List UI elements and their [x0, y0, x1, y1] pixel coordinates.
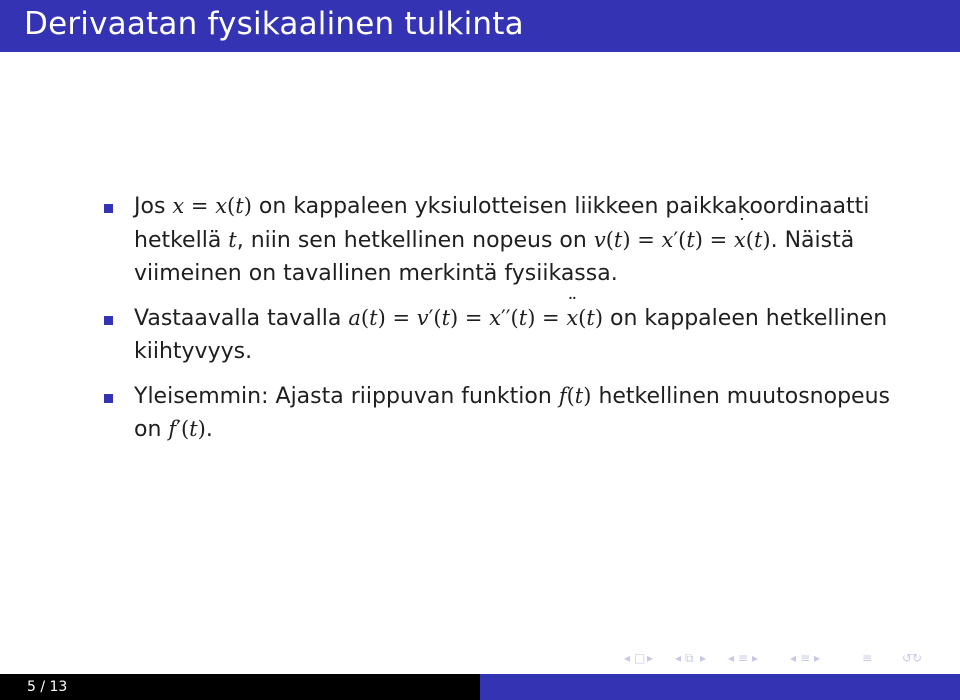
bullet-text: on kappaleen yksiulotteisen liikkeen paikkakoordinaatti hetkellä	[134, 194, 870, 253]
bullet-text: . Näistä viimeinen on tavallinen merkintä fysiikassa.	[134, 227, 855, 286]
slide-title: Derivaatan fysikaalinen tulkinta	[24, 6, 524, 42]
nav-prev-section-icon[interactable]: ◂	[790, 651, 797, 665]
bullet-square-icon	[104, 204, 113, 213]
math-time: t	[228, 227, 237, 252]
math-position: x	[172, 194, 185, 218]
nav-frame-icon[interactable]: ⧉	[685, 651, 694, 665]
nav-slide-icon[interactable]: □	[634, 651, 646, 665]
bullet-square-icon	[104, 316, 113, 325]
beamer-navigation	[600, 648, 960, 668]
nav-prev-frame-icon[interactable]: ◂	[675, 651, 682, 665]
list-item: Jos x = x(t) on kappaleen yksiulotteisen liikkeen paikkakoordinaatti hetkellä t, niin sen hetkellinen nopeus on v(t) = x′(t) = ˙ x(t). Näistä viimeinen on tavallinen merkintä fysiikassa.	[104, 190, 894, 291]
bullet-text: Vastaavalla tavalla	[134, 305, 349, 331]
nav-search-back-forward-icon[interactable]: ↺↻	[902, 651, 923, 665]
nav-prev-slide-icon[interactable]: ◂	[624, 651, 631, 665]
bullet-text: Jos	[134, 194, 173, 219]
nav-document-icon[interactable]: ≡	[862, 651, 873, 665]
bullet-text: .	[205, 417, 213, 442]
nav-next-subsection-icon[interactable]: ▸	[752, 651, 759, 665]
list-item: Yleisemmin: Ajasta riippuvan funktion f(t) hetkellinen muutosnopeus on f′(t).	[104, 380, 894, 447]
footer-bar	[0, 674, 960, 700]
footer-right	[480, 674, 960, 700]
bullet-square-icon	[104, 394, 113, 403]
nav-section-icon[interactable]: ≡	[800, 651, 811, 665]
page-number: 5 / 13	[27, 679, 68, 695]
nav-next-frame-icon[interactable]: ▸	[700, 651, 707, 665]
footer-left	[0, 674, 480, 700]
nav-next-slide-icon[interactable]: ▸	[647, 651, 654, 665]
slide-content	[104, 190, 894, 458]
bullet-text: hetkellinen muutosnopeus on	[134, 383, 890, 442]
nav-subsection-icon[interactable]: ≡	[738, 651, 749, 665]
math-function: f	[558, 383, 567, 408]
bullet-text: on kappaleen hetkellinen kiihtyvyys.	[134, 305, 888, 364]
bullet-text: Yleisemmin: Ajasta riippuvan funktion	[134, 383, 559, 409]
nav-prev-subsection-icon[interactable]: ◂	[728, 651, 735, 665]
math-acceleration: a	[348, 305, 361, 330]
nav-next-section-icon[interactable]: ▸	[814, 651, 821, 665]
title-bar	[0, 0, 960, 52]
math-velocity: v	[593, 227, 606, 252]
bullet-text: , niin sen hetkellinen nopeus on	[236, 227, 594, 253]
list-item: Vastaavalla tavalla a(t) = v′(t) = x′′(t) = ¨ x(t) on kappaleen hetkellinen kiihtyvyys.	[104, 302, 894, 369]
